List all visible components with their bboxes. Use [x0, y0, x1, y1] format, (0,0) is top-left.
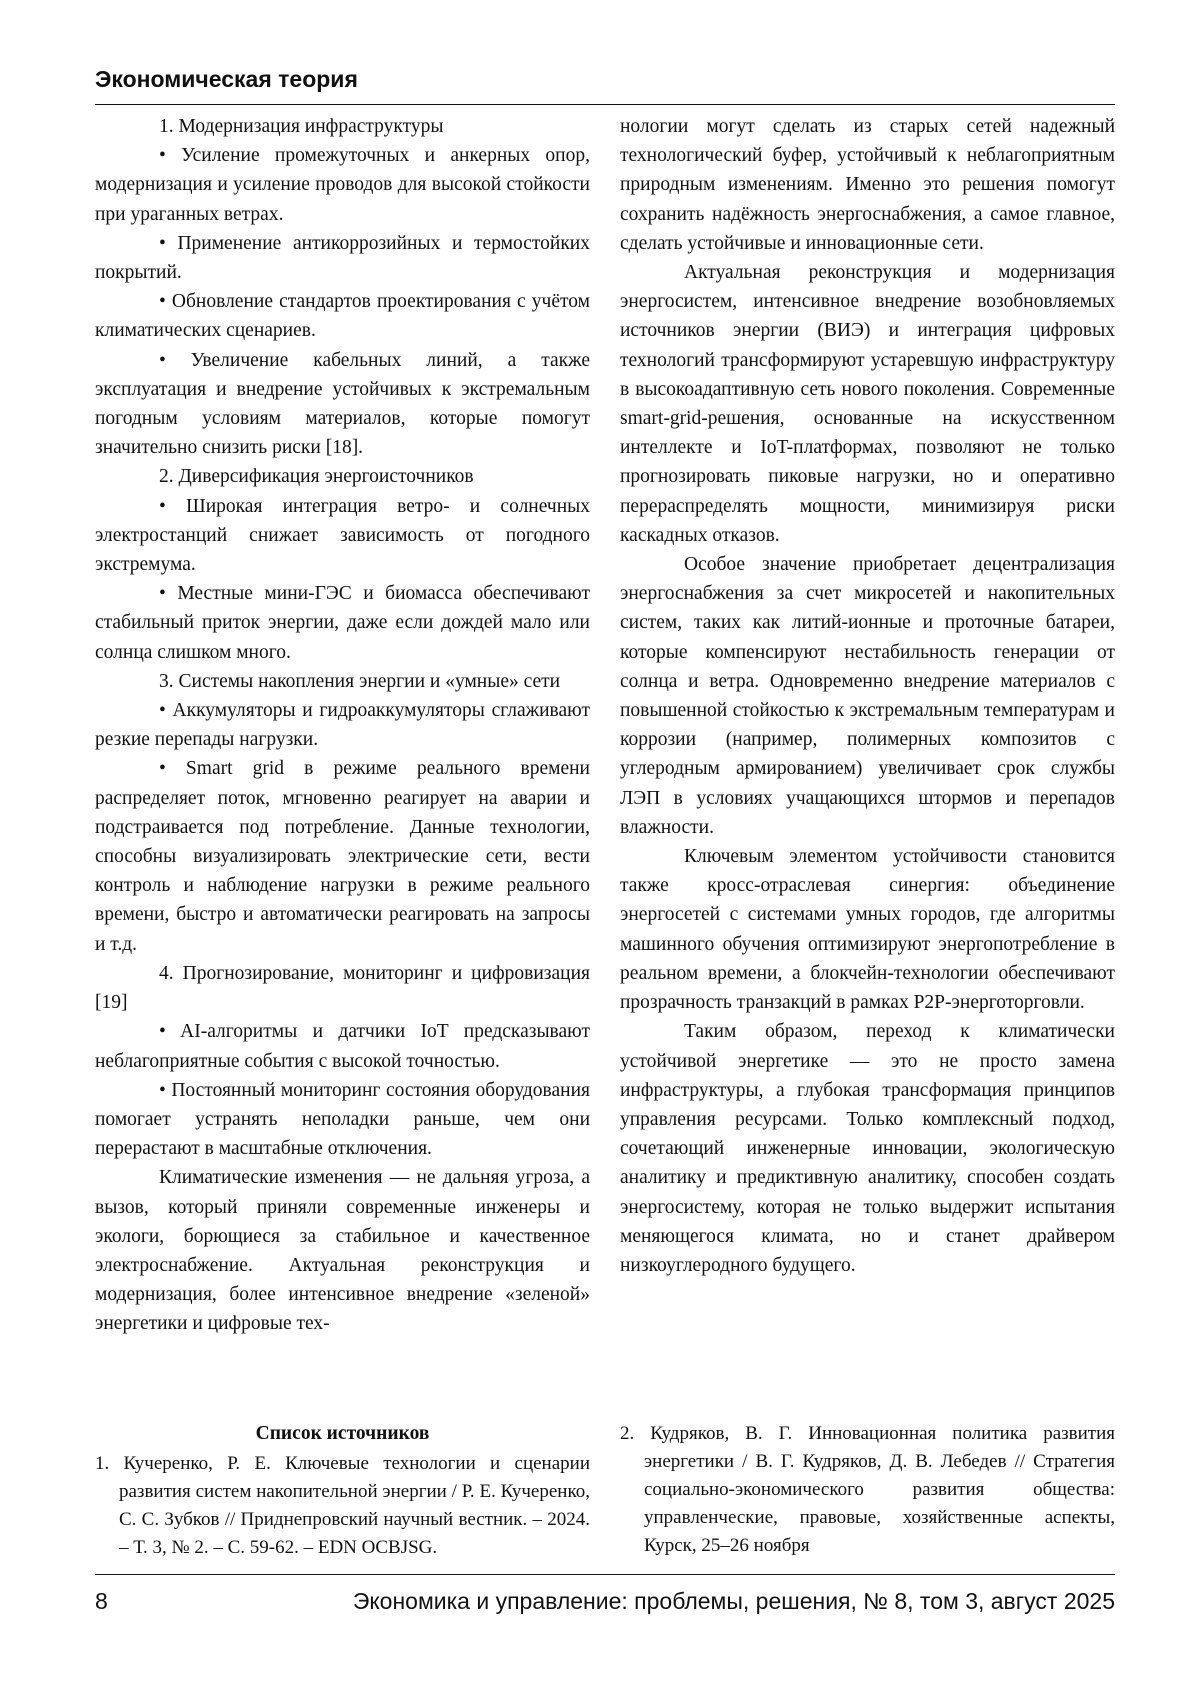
left-column — [95, 112, 590, 1412]
left-paragraph: Климатические изменения — не дальняя угроза, а вызов, который приняли современные инженеры и экологи, борющиеся за стабильное и качественное электроснабжение. Актуальная реконструкция и модернизация, более интенсивное внедрение «зеленой» энергетики и цифровые тех- — [95, 1167, 590, 1335]
header-rule — [95, 104, 1115, 105]
journal-info: Экономика и управление: проблемы, решения, № 8, том 3, август 2025 — [352, 1588, 1115, 1614]
left-paragraph: 1. Модернизация инфраструктуры — [159, 116, 444, 137]
left-paragraph: 2. Диверсификация энергоисточников — [159, 466, 474, 488]
right-continuation: нологии могут сделать из старых сетей надежный технологический буфер, устойчивый к неблагоприятным природным изменениям. Именно это решения помогут сохранить надёжность энергоснабжения, а самое главное, сделать устойчивые и инновационные сети. — [620, 116, 1115, 254]
left-paragraph: • Аккумуляторы и гидроаккумуляторы сглаживают резкие перепады нагрузки. — [95, 700, 590, 751]
left-paragraph: • Широкая интеграция ветро- и солнечных электростанций снижает зависимость от погодного экстремума. — [95, 495, 590, 576]
references-title: Список источников — [255, 1423, 430, 1444]
left-paragraph: • Усиление промежуточных и анкерных опор, модернизация и усиление проводов для высокой стойкости при ураганных ветрах. — [95, 145, 590, 225]
section-title: Экономическая теория — [95, 66, 358, 92]
right-paragraph: Актуальная реконструкция и модернизация энергосистем, интенсивное внедрение возобновляемых источников энергии (ВИЭ) и интеграция цифровых технологий трансформируют устаревшую инфраструктуру в высокоадаптивную сеть нового поколения. Современные smart-grid-решения, основанные на искусственном интеллекте и IoT-платформах, позволяют не только прогнозировать пиковые нагрузки, но и оперативно перераспределять мощности, минимизируя риски каскадных отказов. — [620, 262, 1115, 546]
references-left — [95, 1420, 590, 1586]
left-paragraph: • Постоянный мониторинг состояния оборудования помогает устранять неполадки раньше, чем они перерастают в масштабные отключения. — [95, 1079, 590, 1160]
right-column — [620, 112, 1115, 1412]
left-paragraph: 4. Прогнозирование, мониторинг и цифровизация [19] — [95, 962, 590, 1014]
reference-item: 2. Кудряков, В. Г. Инновационная политика развития энергетики / В. Г. Кудряков, Д. В. Лебедев // Стратегия социально-экономического развития общества: управленческие, правовые, хозяйственные аспекты, Курск, 25–26 ноября — [620, 1423, 1115, 1556]
page-number: 8 — [95, 1588, 108, 1614]
left-paragraph: • AI-алгоритмы и датчики IoT предсказывают неблагоприятные события с высокой точностью. — [95, 1021, 590, 1072]
footer-rule — [95, 1574, 1115, 1575]
left-paragraph: • Smart grid в режиме реального времени распределяет поток, мгновенно реагирует на аварии и подстраивается под потребление. Данные технологии, способны визуализировать электрические сети, вести контроль и наблюдение нагрузки в режиме реального времени, быстро и автоматически реагировать на запросы и т.д. — [95, 758, 590, 955]
references-right — [620, 1420, 1115, 1560]
left-paragraph: 3. Системы накопления энергии и «умные» сети — [159, 670, 561, 692]
right-paragraph: Ключевым элементом устойчивости становится также кросс-отраслевая синергия: объединение энергосетей с системами умных городов, где алгоритмы машинного обучения оптимизируют энергопотребление в реальном времени, а блокчейн-технологии обеспечивают прозрачность транзакций в рамках P2P-энерготорговли. — [620, 846, 1115, 1014]
right-paragraph: Особое значение приобретает децентрализация энергоснабжения за счет микросетей и накопительных систем, таких как литий-ионные и проточные батареи, которые компенсируют нестабильность генерации от солнца и ветра. Одновременно внедрение материалов с повышенной стойкостью к экстремальным температурам и коррозии (например, полимерных композитов с углеродным армированием) увеличивает срок службы ЛЭП в условиях учащающихся штормов и перепадов влажности. — [620, 554, 1115, 838]
reference-item: 1. Кучеренко, Р. Е. Ключевые технологии и сценарии развития систем накопительной энергии / Р. Е. Кучеренко, С. С. Зубков // Приднепровский научный вестник. – 2024. – Т. 3, № 2. – С. 59-62. – EDN OCBJSG. — [95, 1453, 590, 1558]
right-paragraph: Таким образом, переход к климатически устойчивой энергетике — это не просто замена инфраструктуры, а глубокая трансформация принципов управления ресурсами. Только комплексный подход, сочетающий инженерные инновации, экологическую аналитику и предиктивную аналитику, способен создать энергосистему, которая не только выдержит испытания меняющегося климата, но и станет драйвером низкоуглеродного будущего. — [620, 1021, 1115, 1276]
left-paragraph: • Применение антикоррозийных и термостойких покрытий. — [95, 232, 590, 284]
left-paragraph: • Местные мини-ГЭС и биомасса обеспечивают стабильный приток энергии, даже если дождей мало или солнца слишком много. — [95, 583, 590, 663]
left-paragraph: • Обновление стандартов проектирования с учётом климатических сценариев. — [95, 291, 590, 342]
left-paragraph: • Увеличение кабельных линий, а также эксплуатация и внедрение устойчивых к экстремальным погодным условиям материалов, которые помогут значительно снизить риски [18]. — [95, 349, 590, 459]
